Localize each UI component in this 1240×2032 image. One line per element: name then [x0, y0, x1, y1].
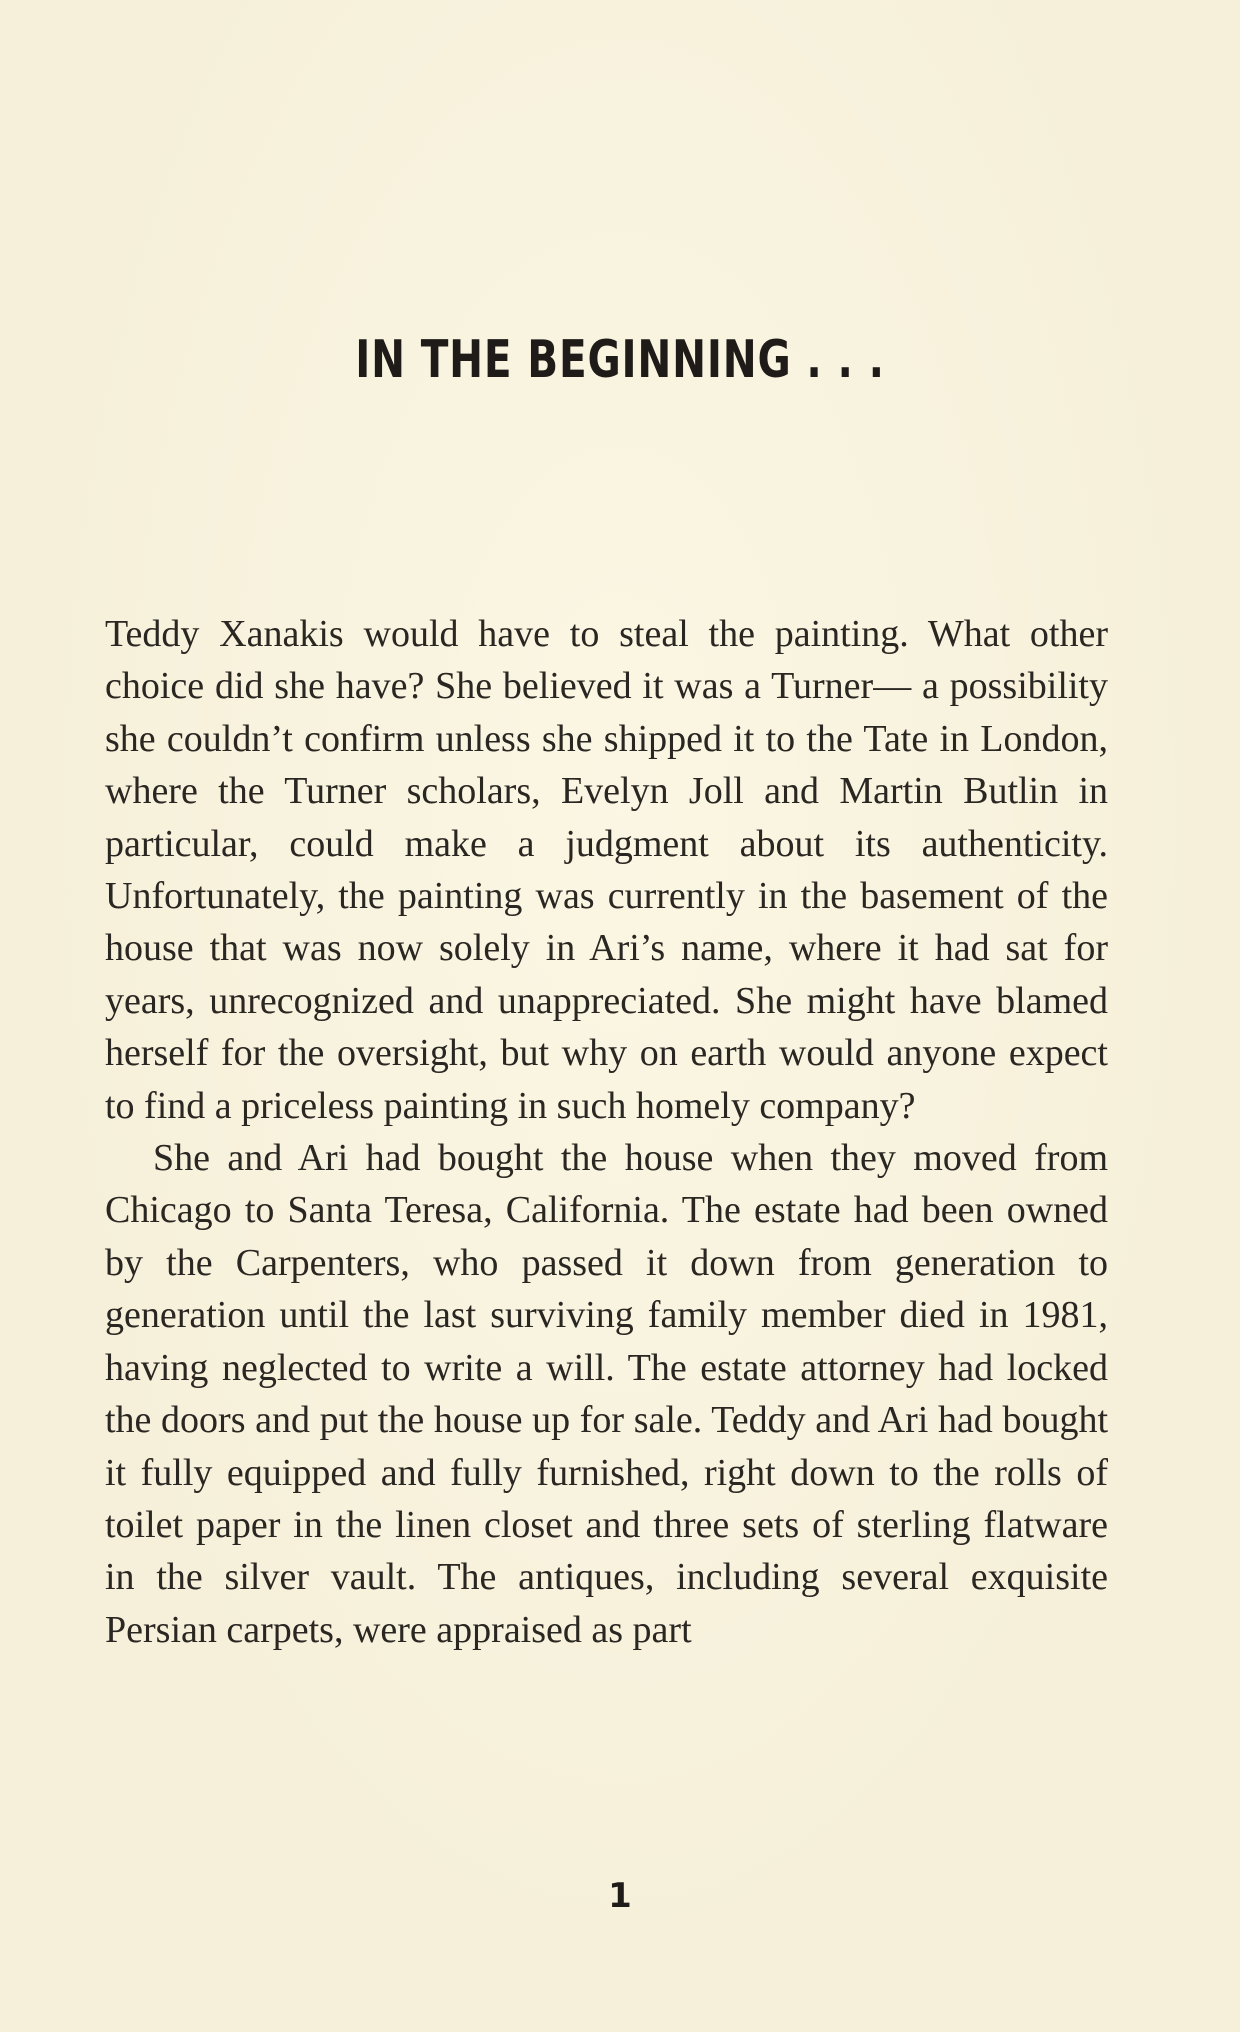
paragraph-1: Teddy Xanakis would have to steal the painting. What other choice did she have? She believed it was a Turner— a possibility she couldn’t confirm unless she shipped it to the Tate in London, where the Turner scholars, Evelyn Joll and Martin Butlin in particular, could make a judgment about its authenticity. Unfortunately, the painting was currently in the basement of the house that was now solely in Ari’s name, where it had sat for years, unrecognized and unappreciated. She might have blamed herself for the oversight, but why on earth would anyone expect to find a priceless painting in such homely company?	[105, 613, 1108, 1127]
page-number: 1	[608, 1876, 632, 1916]
paragraph-2: She and Ari had bought the house when they moved from Chicago to Santa Teresa, California. The estate had been owned by the Carpenters, who passed it down from generation to generation until the last surviving family member died in 1981, having neglected to write a will. The estate attorney had locked the doors and put the house up for sale. Teddy and Ari had bought it fully equipped and fully furnished, right down to the rolls of toilet paper in the linen closet and three sets of sterling flatware in the silver vault. The antiques, including several exquisite Persian carpets, were appraised as part	[105, 1137, 1108, 1651]
body-text	[105, 608, 1108, 1656]
chapter-title: IN THE BEGINNING . . .	[355, 330, 885, 390]
